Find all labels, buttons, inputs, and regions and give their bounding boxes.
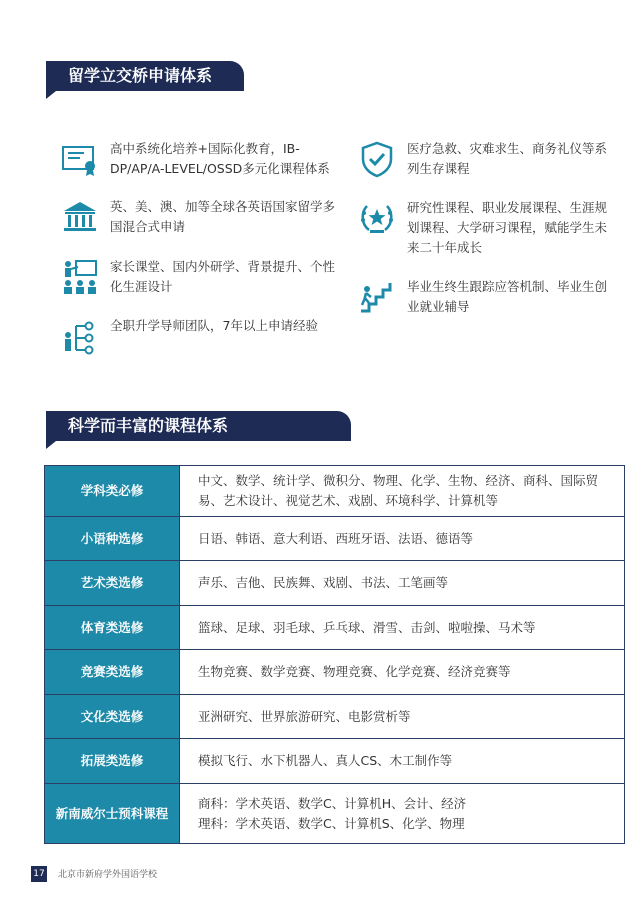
- table-row: [45, 650, 625, 695]
- table-row: [45, 739, 625, 784]
- shield-check-icon: [357, 139, 397, 179]
- table-row: [45, 695, 625, 739]
- course-category: 体育类选修: [45, 606, 180, 650]
- course-category: 小语种选修: [45, 517, 180, 561]
- table-row: [45, 606, 625, 650]
- feature-text: 高中系统化培养+国际化教育，IB-DP/AP/A-LEVEL/OSSD多元化课程体系: [110, 141, 330, 176]
- course-description-line: 理科：学术英语、数学C、计算机S、化学、物理: [198, 815, 465, 831]
- course-description: 模拟飞行、水下机器人、真人CS、木工制作等: [180, 739, 625, 784]
- feature-text: 医疗急救、灾难求生、商务礼仪等系列生存课程: [407, 141, 608, 176]
- table-row: [45, 517, 625, 561]
- table-row: [45, 784, 625, 844]
- footer-school-name: 北京市新府学外国语学校: [58, 870, 158, 880]
- course-description: [180, 784, 625, 844]
- feature-text: 研究性课程、职业发展课程、生涯规划课程、大学研习课程，赋能学生未来二十年成长: [407, 200, 608, 255]
- certificate-icon: [60, 139, 100, 179]
- feature-text: 毕业生终生跟踪应答机制、毕业生创业就业辅导: [407, 279, 608, 314]
- climbing-stairs-icon: [357, 277, 397, 317]
- university-building-icon: [60, 197, 100, 237]
- course-description: 声乐、吉他、民族舞、戏剧、书法、工笔画等: [180, 561, 625, 606]
- course-category: 艺术类选修: [45, 561, 180, 606]
- feature-text: 全职升学导师团队，7年以上申请经验: [110, 318, 318, 333]
- course-table: [44, 465, 625, 844]
- feature-text: 英、美、澳、加等全球各英语国家留学多国混合式申请: [110, 199, 336, 234]
- feature-mentor-team: [60, 316, 340, 356]
- feature-multi-country: [60, 197, 340, 237]
- course-description: 中文、数学、统计学、微积分、物理、化学、生物、经济、商科、国际贸易、艺术设计、视觉艺术、戏剧、环境科学、计算机等: [180, 466, 625, 517]
- course-description: 篮球、足球、羽毛球、乒乓球、滑雪、击剑、啦啦操、马术等: [180, 606, 625, 650]
- course-category: 学科类必修: [45, 466, 180, 517]
- course-description: 亚洲研究、世界旅游研究、电影赏析等: [180, 695, 625, 739]
- feature-parent-class: [60, 257, 340, 297]
- table-row: [45, 466, 625, 517]
- feature-curriculum: [60, 139, 340, 179]
- course-description: 生物竞赛、数学竞赛、物理竞赛、化学竞赛、经济竞赛等: [180, 650, 625, 695]
- course-description-line: 商科：学术英语、数学C、计算机H、会计、经济: [198, 795, 467, 811]
- course-category: 拓展类选修: [45, 739, 180, 784]
- laurel-star-icon: [357, 198, 397, 238]
- page-number: 17: [31, 866, 47, 882]
- table-row: [45, 561, 625, 606]
- course-category: 新南威尔士预科课程: [45, 784, 180, 844]
- course-description: 日语、韩语、意大利语、西班牙语、法语、德语等: [180, 517, 625, 561]
- course-category: 竞赛类选修: [45, 650, 180, 695]
- section-title-application: 留学立交桥申请体系: [46, 61, 244, 91]
- mentor-network-icon: [60, 316, 100, 356]
- presentation-classroom-icon: [60, 257, 100, 297]
- feature-survival-courses: [357, 139, 617, 179]
- course-category: 文化类选修: [45, 695, 180, 739]
- feature-text: 家长课堂、国内外研学、背景提升、个性化生涯设计: [110, 259, 336, 294]
- feature-research-courses: [357, 198, 617, 258]
- feature-alumni-support: [357, 277, 617, 317]
- section-title-curriculum: 科学而丰富的课程体系: [46, 411, 351, 441]
